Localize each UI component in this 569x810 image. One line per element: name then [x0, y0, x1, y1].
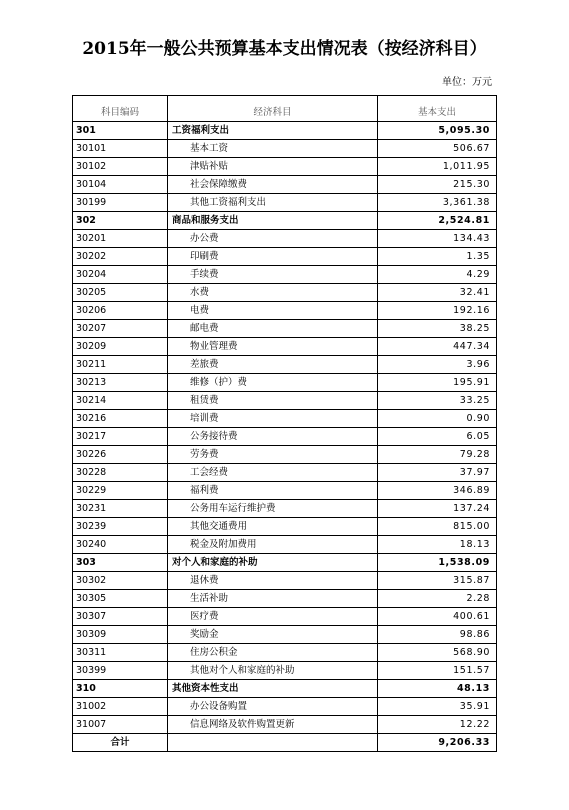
row-amount: 2,524.81: [378, 212, 497, 230]
row-amount: 3,361.38: [378, 194, 497, 212]
row-name: 劳务费: [168, 446, 378, 464]
row-name: 差旅费: [168, 356, 378, 374]
row-code: 30102: [73, 158, 168, 176]
row-name: 物业管理费: [168, 338, 378, 356]
total-label: 合计: [73, 734, 168, 752]
row-amount: 815.00: [378, 518, 497, 536]
row-amount: 12.22: [378, 716, 497, 734]
row-code: 30201: [73, 230, 168, 248]
total-name-cell: [168, 734, 378, 752]
row-amount: 1,011.95: [378, 158, 497, 176]
page-title: 2015年一般公共预算基本支出情况表（按经济科目）: [82, 39, 487, 59]
table-row: [73, 302, 497, 320]
row-amount: 37.97: [378, 464, 497, 482]
header-code: 科目编码: [73, 96, 168, 122]
row-code: 30213: [73, 374, 168, 392]
category-row: [73, 122, 497, 140]
row-name: 其他工资福利支出: [168, 194, 378, 212]
row-amount: 32.41: [378, 284, 497, 302]
row-name: 工资福利支出: [168, 122, 378, 140]
row-amount: 568.90: [378, 644, 497, 662]
row-code: 30211: [73, 356, 168, 374]
row-code: 30307: [73, 608, 168, 626]
row-name: 公务用车运行维护费: [168, 500, 378, 518]
table-row: [73, 608, 497, 626]
table-row: [73, 428, 497, 446]
table-row: [73, 410, 497, 428]
table-row: [73, 320, 497, 338]
row-code: 30202: [73, 248, 168, 266]
row-code: 30205: [73, 284, 168, 302]
row-code: 30209: [73, 338, 168, 356]
unit-label: 单位：万元: [442, 77, 492, 88]
table-row: [73, 176, 497, 194]
row-amount: 0.90: [378, 410, 497, 428]
table-row: [73, 590, 497, 608]
row-name: 医疗费: [168, 608, 378, 626]
row-name: 手续费: [168, 266, 378, 284]
row-code: 302: [73, 212, 168, 230]
header-name: 经济科目: [168, 96, 378, 122]
row-name: 水费: [168, 284, 378, 302]
row-name: 社会保障缴费: [168, 176, 378, 194]
table-row: [73, 662, 497, 680]
row-name: 其他对个人和家庭的补助: [168, 662, 378, 680]
row-code: 30204: [73, 266, 168, 284]
row-name: 印刷费: [168, 248, 378, 266]
row-code: 30216: [73, 410, 168, 428]
row-code: 30228: [73, 464, 168, 482]
row-amount: 215.30: [378, 176, 497, 194]
row-name: 电费: [168, 302, 378, 320]
row-code: 30226: [73, 446, 168, 464]
table-row: [73, 644, 497, 662]
row-code: 30309: [73, 626, 168, 644]
row-amount: 506.67: [378, 140, 497, 158]
row-code: 301: [73, 122, 168, 140]
row-amount: 4.29: [378, 266, 497, 284]
row-code: 30207: [73, 320, 168, 338]
table-row: [73, 626, 497, 644]
row-amount: 38.25: [378, 320, 497, 338]
row-name: 工会经费: [168, 464, 378, 482]
row-amount: 346.89: [378, 482, 497, 500]
row-name: 维修（护）费: [168, 374, 378, 392]
row-name: 津贴补贴: [168, 158, 378, 176]
table-row: [73, 230, 497, 248]
budget-table: [72, 95, 497, 752]
row-name: 培训费: [168, 410, 378, 428]
row-amount: 5,095.30: [378, 122, 497, 140]
table-row: [73, 392, 497, 410]
row-amount: 1.35: [378, 248, 497, 266]
row-name: 退休费: [168, 572, 378, 590]
row-code: 303: [73, 554, 168, 572]
row-code: 30214: [73, 392, 168, 410]
row-name: 住房公积金: [168, 644, 378, 662]
row-amount: 6.05: [378, 428, 497, 446]
row-code: 30302: [73, 572, 168, 590]
row-code: 30239: [73, 518, 168, 536]
row-code: 30217: [73, 428, 168, 446]
table-row: [73, 716, 497, 734]
table-row: [73, 158, 497, 176]
row-amount: 134.43: [378, 230, 497, 248]
table-row: [73, 698, 497, 716]
table-row: [73, 500, 497, 518]
table-row: [73, 248, 497, 266]
row-code: 30399: [73, 662, 168, 680]
row-amount: 195.91: [378, 374, 497, 392]
row-name: 福利费: [168, 482, 378, 500]
table-row: [73, 338, 497, 356]
row-name: 其他交通费用: [168, 518, 378, 536]
table-row: [73, 374, 497, 392]
category-row: [73, 212, 497, 230]
row-amount: 18.13: [378, 536, 497, 554]
category-row: [73, 680, 497, 698]
row-code: 30229: [73, 482, 168, 500]
row-name: 公务接待费: [168, 428, 378, 446]
row-amount: 192.16: [378, 302, 497, 320]
row-amount: 3.96: [378, 356, 497, 374]
row-code: 31007: [73, 716, 168, 734]
row-amount: 35.91: [378, 698, 497, 716]
row-amount: 137.24: [378, 500, 497, 518]
row-amount: 33.25: [378, 392, 497, 410]
row-name: 办公设备购置: [168, 698, 378, 716]
row-amount: 1,538.09: [378, 554, 497, 572]
row-name: 其他资本性支出: [168, 680, 378, 698]
row-code: 30231: [73, 500, 168, 518]
row-code: 31002: [73, 698, 168, 716]
header-amount: 基本支出: [378, 96, 497, 122]
row-code: 30305: [73, 590, 168, 608]
table-body: [73, 122, 497, 734]
table-row: [73, 356, 497, 374]
row-name: 奖励金: [168, 626, 378, 644]
row-name: 生活补助: [168, 590, 378, 608]
row-name: 信息网络及软件购置更新: [168, 716, 378, 734]
table-row: [73, 572, 497, 590]
row-code: 310: [73, 680, 168, 698]
row-name: 对个人和家庭的补助: [168, 554, 378, 572]
row-name: 租赁费: [168, 392, 378, 410]
row-name: 税金及附加费用: [168, 536, 378, 554]
table-row: [73, 536, 497, 554]
table-row: [73, 284, 497, 302]
row-name: 基本工资: [168, 140, 378, 158]
row-amount: 98.86: [378, 626, 497, 644]
row-amount: 79.28: [378, 446, 497, 464]
row-code: 30311: [73, 644, 168, 662]
table-row: [73, 266, 497, 284]
table-header-row: [73, 96, 497, 122]
row-amount: 151.57: [378, 662, 497, 680]
table-row: [73, 194, 497, 212]
row-amount: 400.61: [378, 608, 497, 626]
row-amount: 315.87: [378, 572, 497, 590]
row-amount: 447.34: [378, 338, 497, 356]
total-row: [73, 734, 497, 752]
row-code: 30101: [73, 140, 168, 158]
table-row: [73, 464, 497, 482]
total-amount: 9,206.33: [378, 734, 497, 752]
row-name: 商品和服务支出: [168, 212, 378, 230]
row-amount: 48.13: [378, 680, 497, 698]
table-row: [73, 518, 497, 536]
row-amount: 2.28: [378, 590, 497, 608]
row-code: 30240: [73, 536, 168, 554]
table-row: [73, 482, 497, 500]
row-code: 30199: [73, 194, 168, 212]
category-row: [73, 554, 497, 572]
row-name: 办公费: [168, 230, 378, 248]
row-code: 30104: [73, 176, 168, 194]
row-code: 30206: [73, 302, 168, 320]
row-name: 邮电费: [168, 320, 378, 338]
table-row: [73, 140, 497, 158]
table-row: [73, 446, 497, 464]
